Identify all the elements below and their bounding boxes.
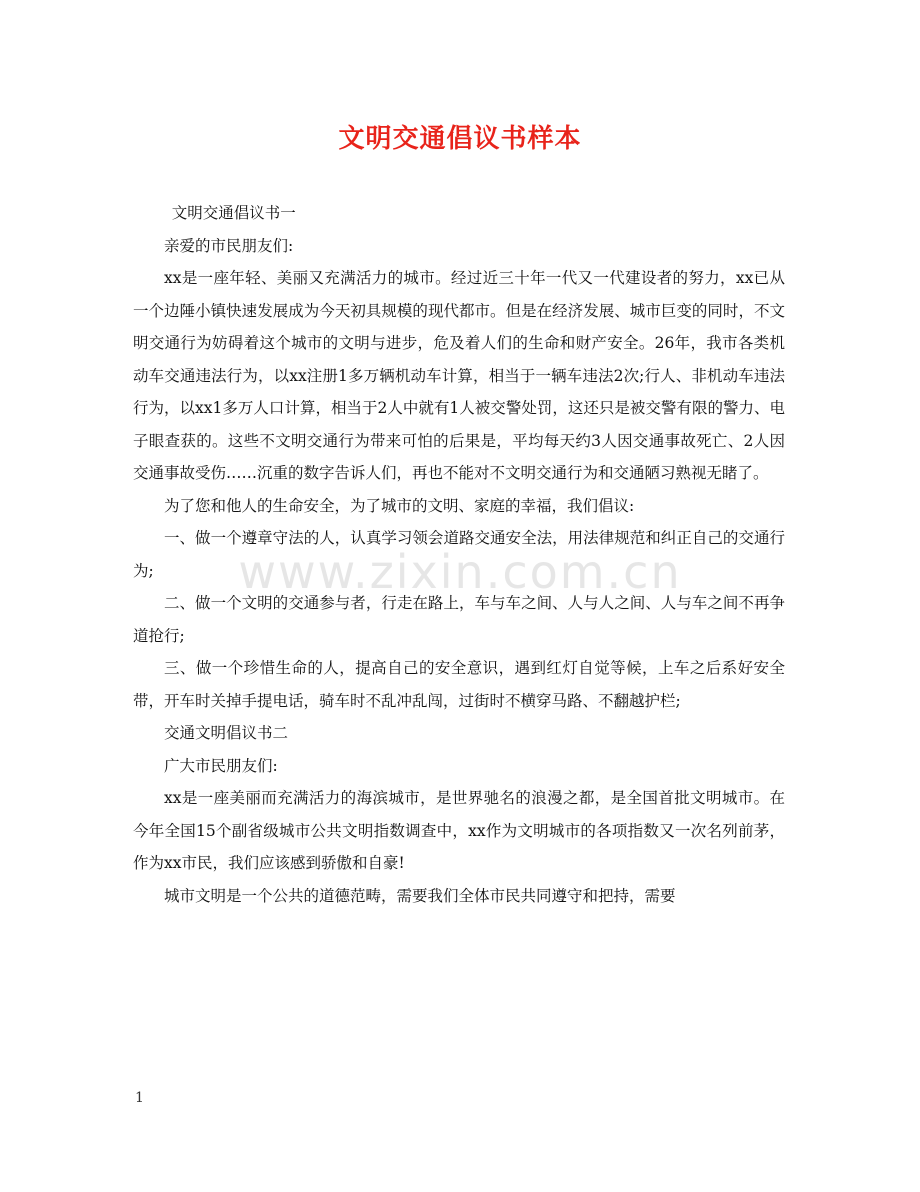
salutation-2: 广大市民朋友们: (164, 756, 278, 775)
body-paragraph: 为了您和他人的生命安全，为了城市的文明、家庭的幸福，我们倡议: (164, 496, 635, 515)
section-heading-2: 交通文明倡议书二 (164, 724, 289, 742)
page-number: 1 (135, 1090, 144, 1106)
body-paragraph: 城市文明是一个公共的道德范畴，需要我们全体市民共同遵守和把持，需要 (164, 886, 676, 905)
body-paragraph: xx是一座美丽而充满活力的海滨城市，是世界驰名的浪漫之都，是全国首批文明城市。在今年全国15个副省级城市公共文明指数调查中，xx作为文明城市的各项指数又一次名列前茅，作为xx市民，我们应该感到骄傲和自豪! (133, 789, 785, 872)
proposal-item-3: 三、做一个珍惜生命的人，提高自己的安全意识，遇到红灯自觉等候，上车之后系好安全带，开车时关掉手提电话，骑车时不乱冲乱闯，过街时不横穿马路、不翻越护栏; (133, 659, 785, 710)
proposal-item-2: 二、做一个文明的交通参与者，行走在路上，车与车之间、人与人之间、人与车之间不再争道抢行; (133, 594, 785, 645)
salutation-1: 亲爱的市民朋友们: (164, 236, 294, 255)
document-title: 文明交通倡议书样本 (338, 124, 582, 154)
body-paragraph: xx是一座年轻、美丽又充满活力的城市。经过近三十年一代又一代建设者的努力，xx已从一个边陲小镇快速发展成为今天初具规模的现代都市。但是在经济发展、城市巨变的同时，不文明交通行为妨碍着这个城市的文明与进步，危及着人们的生命和财产安全。26年，我市各类机动车交通违法行为，以xx注册1多万辆机动车计算，相当于一辆车违法2次;行人、非机动车违法行为，以xx1多万人口计算，相当于2人中就有1人被交警处罚，这还只是被交警有限的警力、电子眼查获的。这些不文明交通行为带来可怕的后果是，平均每天约3人因交通事故死亡、2人因交通事故受伤……沉重的数字告诉人们，再也不能对不文明交通行为和交通陋习熟视无睹了。 (133, 269, 785, 482)
document-body (133, 197, 785, 912)
watermark: www.zixin.com.cn (238, 545, 682, 599)
section-heading-1: 文明交通倡议书一 (171, 204, 296, 222)
proposal-item-1: 一、做一个遵章守法的人，认真学习领会道路交通安全法，用法律规范和纠正自己的交通行为; (133, 529, 785, 580)
